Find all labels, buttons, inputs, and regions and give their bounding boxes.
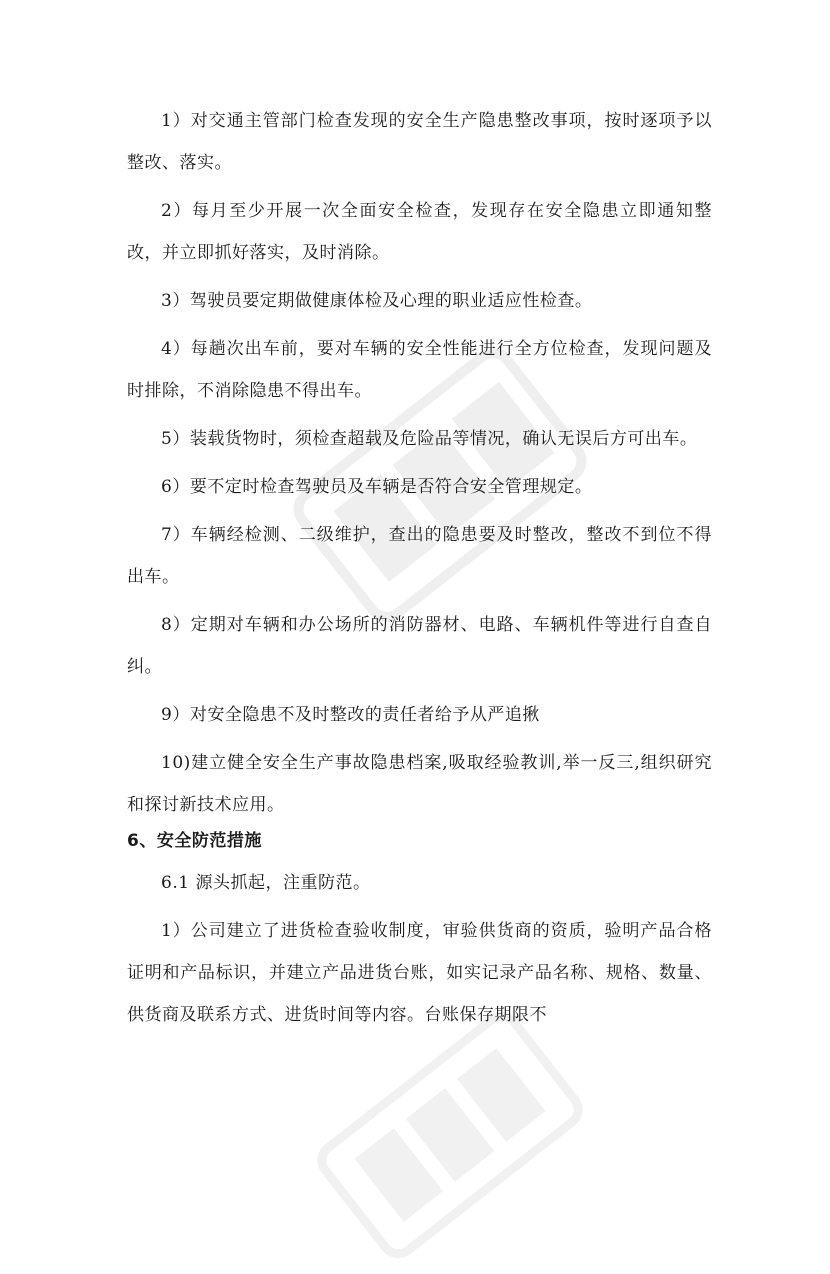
document-body <box>127 100 712 1042</box>
paragraph-6-1-item-1: 1）公司建立了进货检查验收制度，审验供货商的资质，验明产品合格证明和产品标识，并建立产品进货台账，如实记录产品名称、规格、数量、供货商及联系方式、进货时间等内容。台账保存期限不 <box>127 921 712 1025</box>
paragraph-item-5: 5）装载货物时，须检查超载及危险品等情况，确认无误后方可出车。 <box>161 429 698 449</box>
paragraph-item-7: 7）车辆经检测、二级维护，查出的隐患要及时整改，整改不到位不得出车。 <box>127 525 712 587</box>
paragraph-item-10: 10)建立健全安全生产事故隐患档案,吸取经验教训,举一反三,组织研究和探讨新技术应用。 <box>127 753 712 815</box>
paragraph-item-9: 9）对安全隐患不及时整改的责任者给予从严追揪 <box>161 705 540 725</box>
paragraph-item-1: 1）对交通主管部门检查发现的安全生产隐患整改事项，按时逐项予以整改、落实。 <box>127 111 712 173</box>
paragraph-item-6: 6）要不定时检查驾驶员及车辆是否符合安全管理规定。 <box>161 477 593 497</box>
paragraph-item-8: 8）定期对车辆和办公场所的消防器材、电路、车辆机件等进行自查自纠。 <box>127 615 712 677</box>
subsection-title: 6.1 源头抓起，注重防范。 <box>161 873 371 893</box>
paragraph-item-3: 3）驾驶员要定期做健康体检及心理的职业适应性检查。 <box>161 291 593 311</box>
section-heading: 6、安全防范措施 <box>127 831 262 851</box>
paragraph-item-2: 2）每月至少开展一次全面安全检查，发现存在安全隐患立即通知整改，并立即抓好落实，及时消除。 <box>127 201 712 263</box>
paragraph-item-4: 4）每趟次出车前，要对车辆的安全性能进行全方位检查，发现问题及时排除，不消除隐患不得出车。 <box>127 339 712 401</box>
